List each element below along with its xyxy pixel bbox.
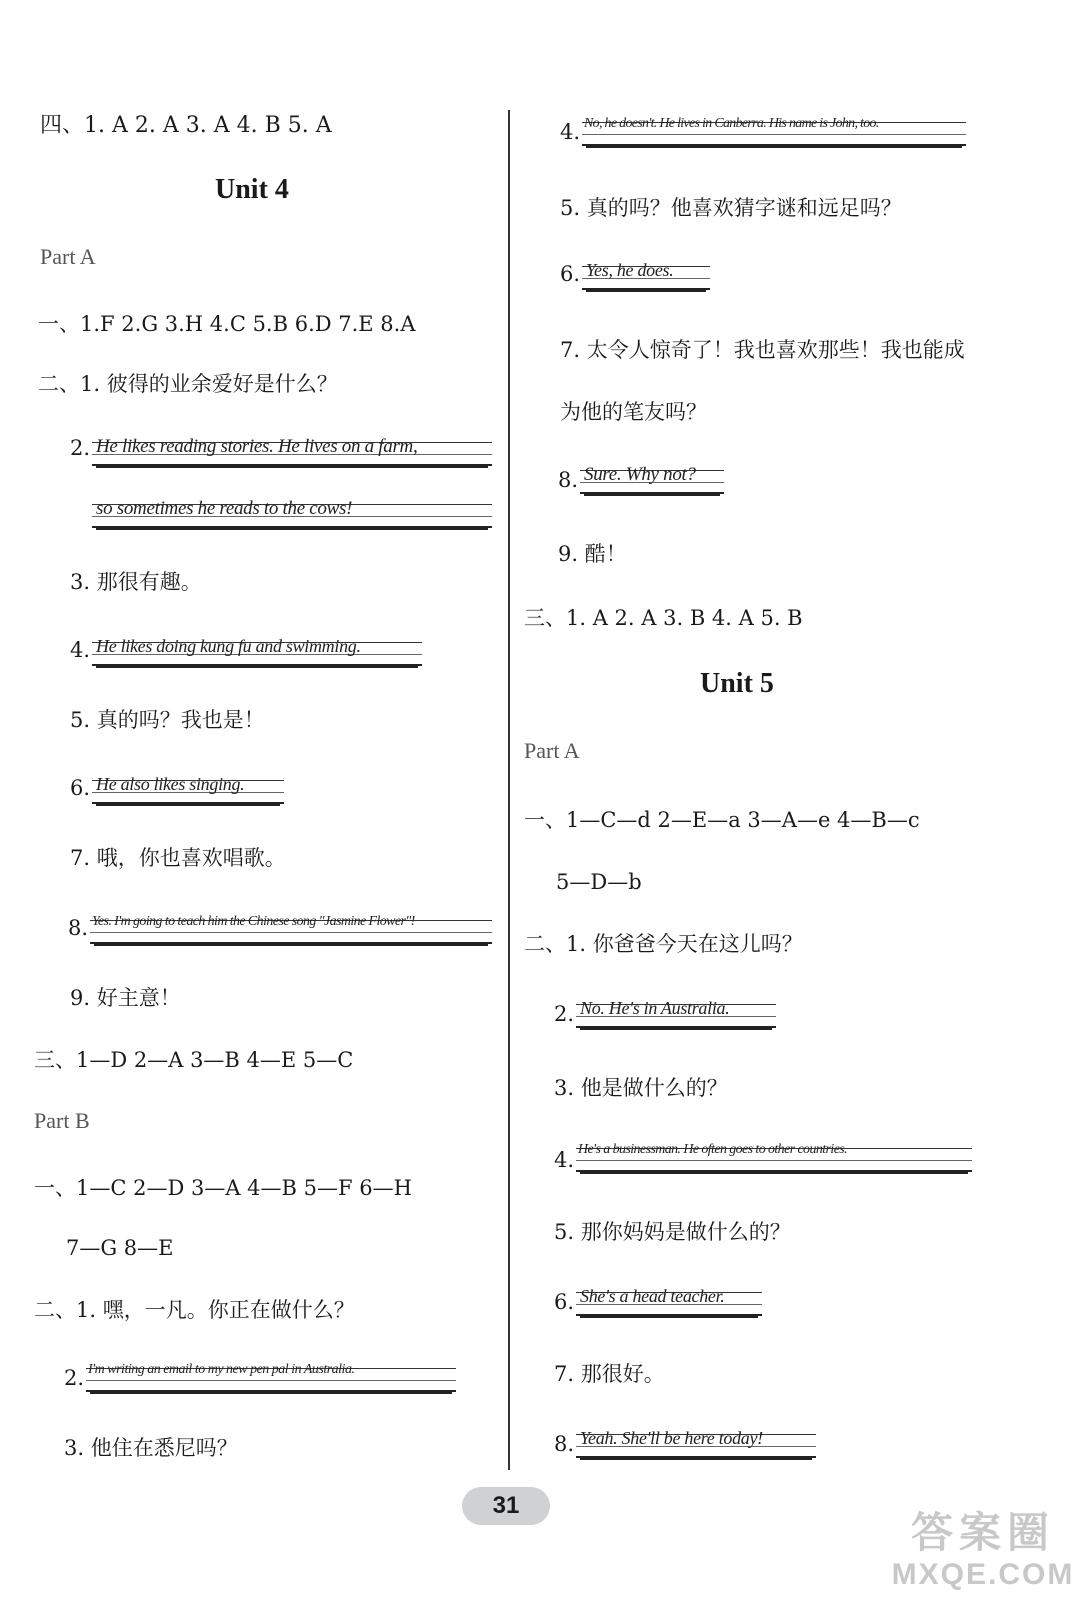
handwritten-answer: I'm writing an email to my new pen pal in Australia. — [88, 1362, 355, 1377]
right-item-8-number: 8. — [558, 468, 579, 492]
u4a-item-8-number: 8. — [68, 916, 89, 940]
u5a-item-7: 7. 那很好。 — [554, 1362, 665, 1386]
handwritten-answer: He likes doing kung fu and swimming. — [96, 636, 361, 656]
handwritten-answer: He's a businessman. He often goes to other countries. — [578, 1142, 848, 1157]
u4a-item-5: 5. 真的吗？我也是！ — [70, 708, 265, 732]
u4a-section-1-answers: 一、1.F 2.G 3.H 4.C 5.B 6.D 7.E 8.A — [38, 312, 416, 336]
section-4-answers: 四、1. A 2. A 3. A 4. B 5. A — [40, 113, 332, 138]
right-item-6-number: 6. — [560, 262, 581, 286]
u5a-item-4-number: 4. — [554, 1148, 575, 1172]
unit-4-part-a-heading: Part A — [40, 244, 96, 269]
u5a-section-1-answers-line-1: 一、1—C—d 2—E—a 3—A—e 4—B—c — [524, 808, 920, 832]
unit-5-part-a-heading: Part A — [524, 738, 580, 763]
u4b-section-2-item-1: 二、1. 嘿，一凡。你正在做什么？ — [34, 1298, 355, 1322]
handwritten-answer: Yes. I'm going to teach him the Chinese song "Jasmine Flower"! — [92, 914, 415, 929]
handwritten-answer: No. He's in Australia. — [580, 998, 730, 1018]
handwritten-answer: Yes, he does. — [586, 260, 674, 280]
u5a-section-2-item-1: 二、1. 你爸爸今天在这儿吗？ — [524, 932, 803, 956]
right-item-7-line-1: 7. 太令人惊奇了！我也喜欢那些！我也能成 — [560, 338, 965, 362]
u4b-item-3: 3. 他住在悉尼吗？ — [64, 1436, 238, 1460]
u5a-section-1-answers-line-2: 5—D—b — [556, 870, 642, 894]
u5a-item-8-number: 8. — [554, 1432, 575, 1456]
u4b-section-1-answers-line-2: 7—G 8—E — [66, 1236, 174, 1260]
unit-5-title: Unit 5 — [700, 668, 774, 699]
watermark-logo — [888, 1500, 1078, 1596]
u5a-item-5: 5. 那你妈妈是做什么的？ — [554, 1220, 791, 1244]
unit-4-title: Unit 4 — [215, 174, 289, 205]
right-item-9: 9. 酷！ — [558, 542, 627, 566]
handwritten-answer: Yeah. She'll be here today! — [580, 1428, 763, 1448]
watermark-text: 答案圈 — [910, 1509, 1055, 1556]
handwritten-answer: He likes reading stories. He lives on a farm, — [96, 436, 418, 457]
page-number: 31 — [462, 1487, 550, 1525]
right-item-4-number: 4. — [560, 120, 581, 144]
handwritten-answer: She's a head teacher. — [580, 1286, 725, 1306]
unit-4-part-b-heading: Part B — [34, 1108, 90, 1133]
u4a-item-4-number: 4. — [70, 638, 91, 662]
handwritten-answer: Sure. Why not? — [584, 464, 696, 485]
u4b-item-2-number: 2. — [64, 1366, 85, 1390]
right-item-5: 5. 真的吗？他喜欢猜字谜和远足吗？ — [560, 196, 902, 220]
u4b-section-1-answers-line-1: 一、1—C 2—D 3—A 4—B 5—F 6—H — [34, 1176, 412, 1200]
u4a-item-2-number: 2. — [70, 436, 91, 460]
u5a-item-2-number: 2. — [554, 1002, 575, 1026]
u4a-section-2-item-1: 二、1. 彼得的业余爱好是什么？ — [38, 372, 338, 396]
u4a-item-3: 3. 那很有趣。 — [70, 570, 202, 594]
column-divider — [508, 110, 510, 1470]
u5a-item-3: 3. 他是做什么的？ — [554, 1076, 728, 1100]
u4a-item-7: 7. 哦，你也喜欢唱歌。 — [70, 846, 286, 870]
u4a-item-6-number: 6. — [70, 776, 91, 800]
u4a-section-3-answers: 三、1—D 2—A 3—B 4—E 5—C — [34, 1048, 354, 1072]
handwritten-answer: so sometimes he reads to the cows! — [96, 498, 353, 519]
u5a-item-6-number: 6. — [554, 1290, 575, 1314]
right-item-7-line-2: 为他的笔友吗？ — [560, 400, 707, 424]
right-section-3-answers: 三、1. A 2. A 3. B 4. A 5. B — [524, 606, 803, 630]
handwritten-answer: No, he doesn't. He lives in Canberra. His name is John, too. — [584, 116, 879, 131]
handwritten-answer: He also likes singing. — [96, 774, 245, 794]
u4a-item-9: 9. 好主意！ — [70, 986, 181, 1010]
watermark-url: MXQE.COM — [891, 1558, 1075, 1591]
